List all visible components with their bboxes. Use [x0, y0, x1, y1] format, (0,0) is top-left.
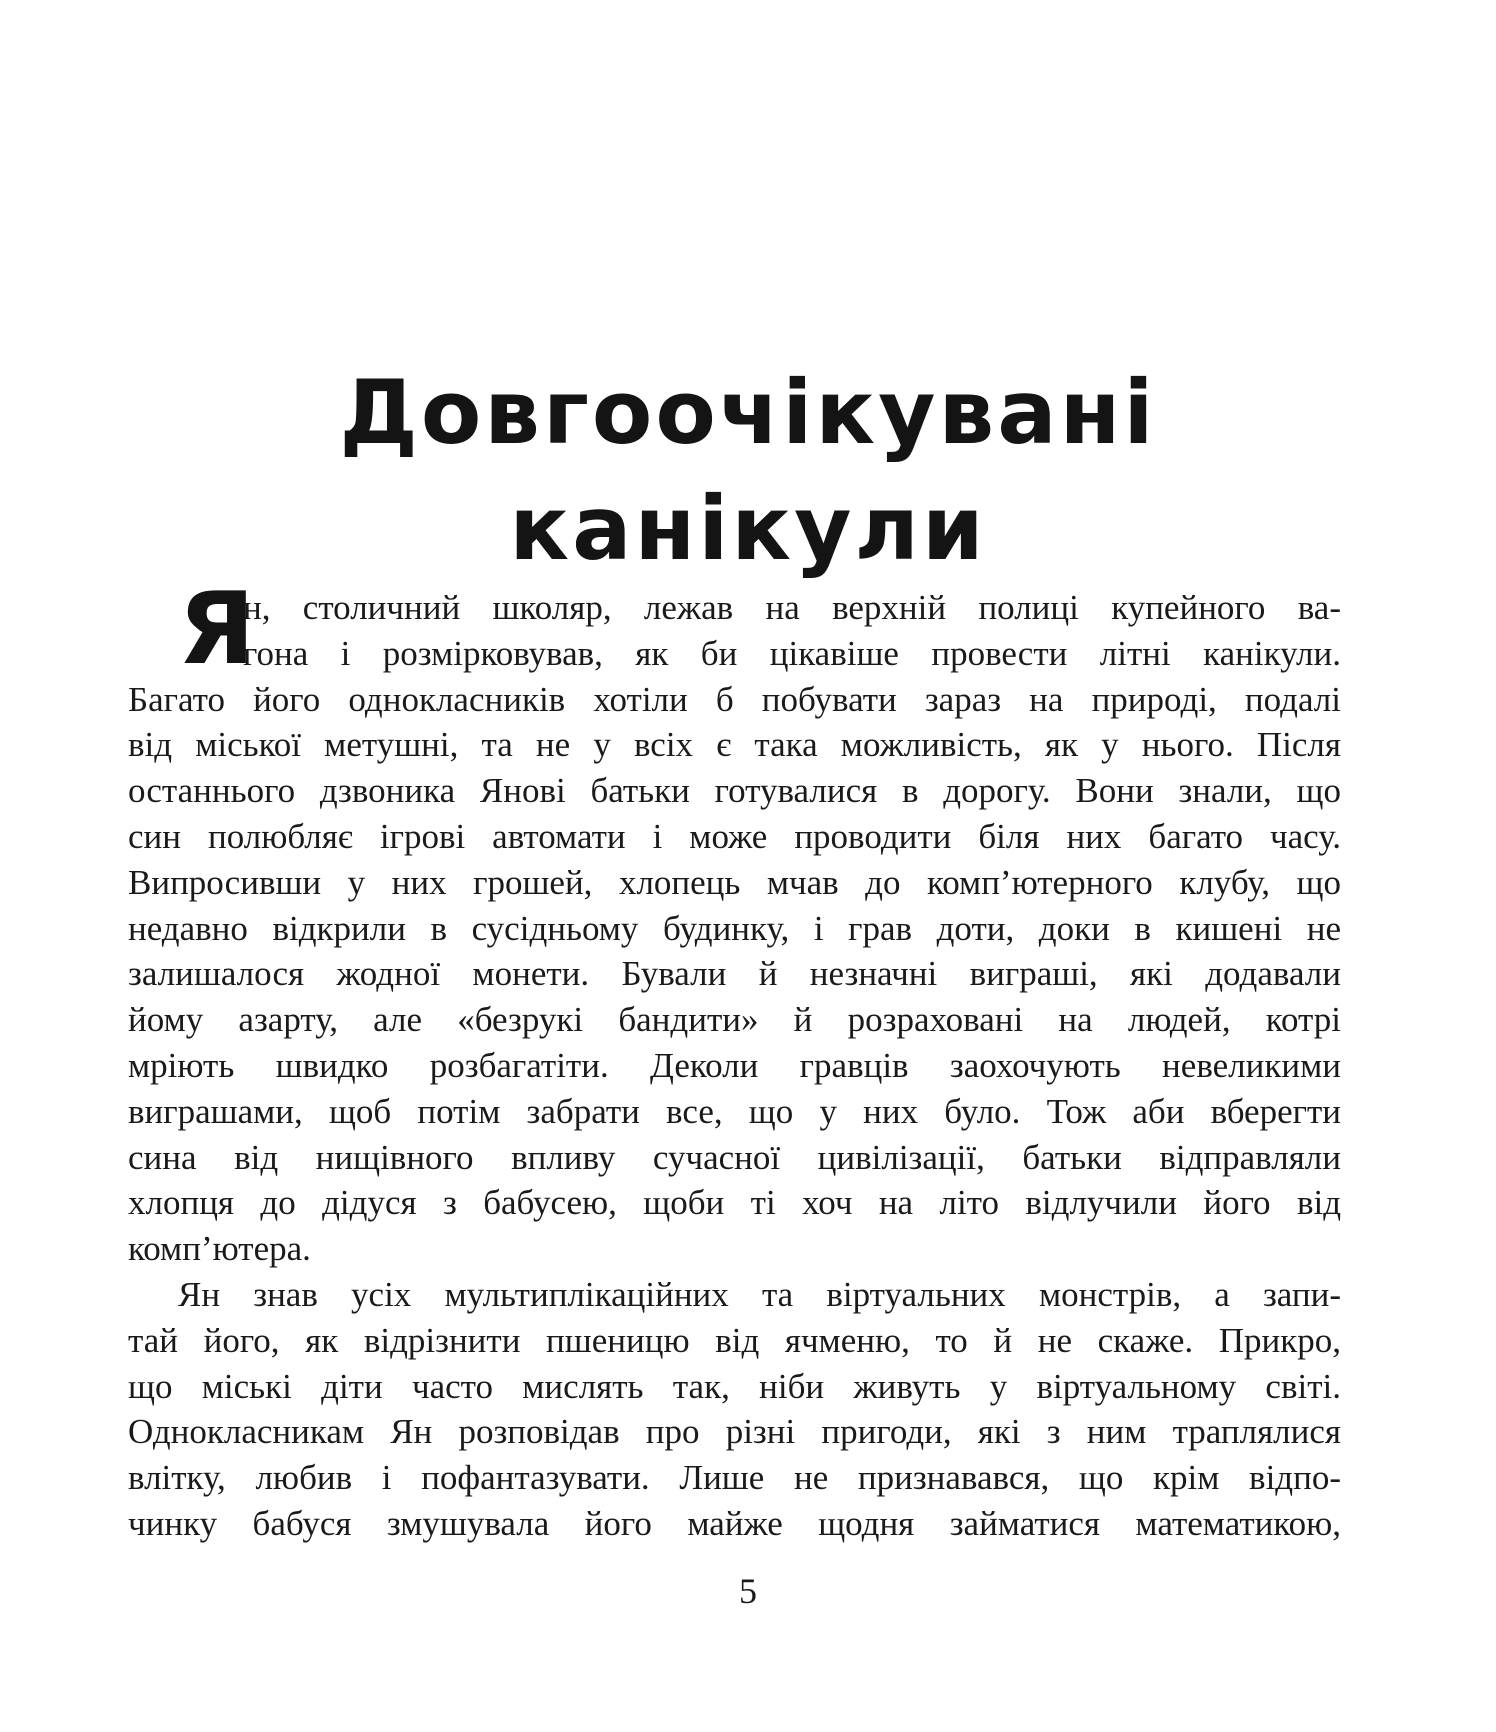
paragraph-2	[128, 1272, 1341, 1547]
text-line: Багато його однокласників хотіли б побувати зараз на природі, подалі	[128, 679, 1341, 719]
text-line: останнього дзвоника Янові батьки готувалися в дорогу. Вони знали, що	[128, 771, 1341, 811]
text-line: від міської метушні, та не у всіх є така можливість, як у нього. Після	[128, 725, 1341, 765]
drop-cap: Я	[178, 570, 256, 687]
page-number: 5	[739, 1571, 757, 1611]
text-line: виграшами, щоб потім забрати все, що у них було. Тож аби вберегти	[128, 1091, 1341, 1131]
chapter-title	[0, 355, 1496, 587]
text-line: хлопця до дідуся з бабусею, щоби ті хоч на літо відлучили його від	[128, 1183, 1341, 1223]
text-line: Випросивши у них грошей, хлопець мчав до комп’ютерного клубу, що	[128, 862, 1341, 902]
text-line: сина від нищівного впливу сучасної цивілізації, батьки відправляли	[128, 1137, 1341, 1177]
chapter-title-line-2: канікули	[509, 477, 987, 580]
text-line: мріють швидко розбагатіти. Деколи гравців заохочують невеликими	[128, 1045, 1341, 1085]
text-line: залишалося жодної монети. Бували й незначні виграші, які додавали	[128, 954, 1341, 994]
text-line: що міські діти часто мислять так, ніби живуть у віртуальному світі.	[128, 1366, 1341, 1406]
text-line: тай його, як відрізнити пшеницю від ячменю, то й не скаже. Прикро,	[128, 1320, 1341, 1360]
text-line: гона і розмірковував, як би цікавіше провести літні канікули.	[243, 633, 1341, 673]
text-line: син полюбляє ігрові автомати і може проводити біля них багато часу.	[128, 816, 1341, 856]
text-line: чинку бабуся змушувала його майже щодня займатися математикою,	[128, 1503, 1341, 1543]
text-line: недавно відкрили в сусідньому будинку, і грав доти, доки в кишені не	[128, 908, 1341, 948]
text-line: Однокласникам Ян розповідав про різні пригоди, які з ним траплялися	[128, 1412, 1341, 1452]
text-line: йому азарту, але «безрукі бандити» й розраховані на людей, котрі	[128, 1000, 1341, 1040]
text-line: влітку, любив і пофантазувати. Лише не признавався, що крім відпо-	[128, 1458, 1341, 1498]
text-line: н, столичний школяр, лежав на верхній полиці купейного ва-	[243, 588, 1341, 627]
paragraph-1	[128, 570, 1341, 1272]
text-line: комп’ютера.	[128, 1229, 311, 1269]
chapter-title-line-1: Довгоочікувані	[339, 361, 1157, 464]
text-line: Ян знав усіх мультиплікаційних та віртуальних монстрів, а запи-	[178, 1274, 1341, 1314]
chapter-body	[128, 570, 1341, 1547]
